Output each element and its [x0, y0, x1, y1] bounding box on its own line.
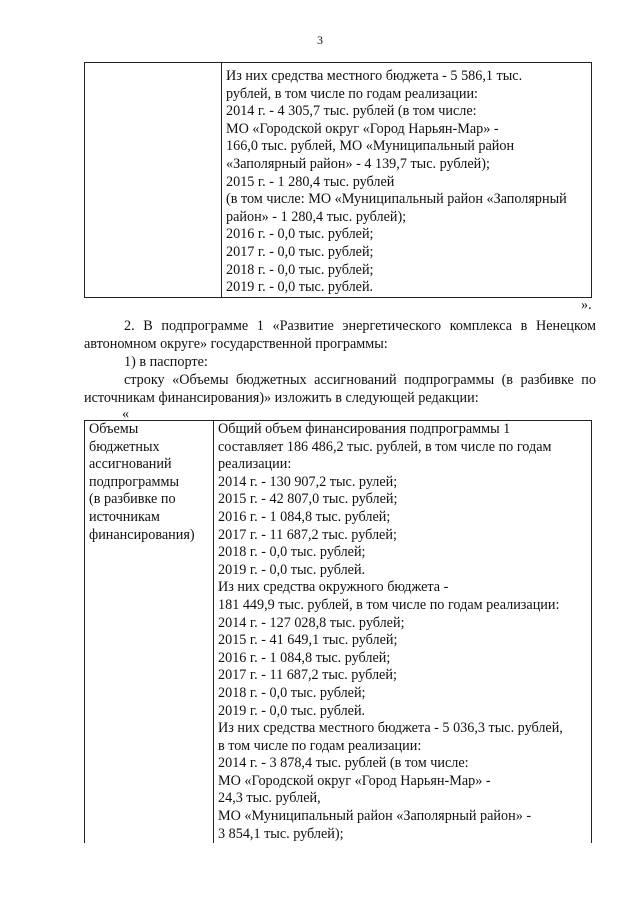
closing-quote: ». [581, 297, 592, 313]
row-label-line: подпрограммы [89, 473, 179, 490]
table-line: район» - 1 280,4 тыс. рублей); [226, 208, 407, 225]
table-line: 2016 г. - 1 084,8 тыс. рублей; [218, 649, 391, 666]
table-line: МО «Городской округ «Город Нарьян-Мар» - [226, 120, 499, 137]
row-replacement-paragraph: строку «Объемы бюджетных ассигнований подпрограммы (в разбивке по источникам финансирования)» изложить в следующей редакции: [84, 372, 596, 406]
table-line: 2017 г. - 0,0 тыс. рублей; [226, 243, 374, 260]
table-line: в том числе по годам реализации: [218, 737, 422, 754]
table-line: 3 854,1 тыс. рублей); [218, 825, 344, 842]
table-line: 166,0 тыс. рублей, МО «Муниципальный район [226, 138, 515, 155]
table-line: Из них средства окружного бюджета - [218, 579, 449, 596]
table-line: 2018 г. - 0,0 тыс. рублей; [218, 684, 366, 701]
table-line: 2018 г. - 0,0 тыс. рублей; [226, 261, 374, 278]
row-label-line: (в разбивке по [89, 491, 176, 508]
table-line: составляет 186 486,2 тыс. рублей, в том числе по годам [218, 438, 552, 455]
local-budget-cell [222, 63, 592, 298]
table-line: Из них средства местного бюджета - 5 586,1 тыс. [226, 68, 523, 84]
table-line: 2019 г. - 0,0 тыс. рублей. [218, 702, 366, 719]
row-label-line: ассигнований [89, 456, 172, 473]
row-label-line: бюджетных [89, 438, 160, 455]
row-label-line: финансирования) [89, 526, 195, 543]
table-line: 2019 г. - 0,0 тыс. рублей. [218, 561, 366, 578]
table-line: 24,3 тыс. рублей, [218, 790, 321, 807]
table-line: 2015 г. - 1 280,4 тыс. рублей [226, 173, 395, 190]
opening-quote: « [122, 406, 130, 422]
table-line: 2014 г. - 130 907,2 тыс. рулей; [218, 473, 398, 490]
table-line: 2019 г. - 0,0 тыс. рублей. [226, 279, 374, 296]
table-line: 2014 г. - 4 305,7 тыс. рублей (в том числе: [226, 103, 477, 120]
table-line: «Заполярный район» - 4 139,7 тыс. рублей); [226, 155, 490, 172]
table-line: 2014 г. - 127 028,8 тыс. рублей; [218, 614, 405, 631]
table-line: МО «Городской округ «Город Нарьян-Мар» - [218, 772, 491, 789]
table-line: 2016 г. - 1 084,8 тыс. рублей; [218, 508, 391, 525]
table-line: 2018 г. - 0,0 тыс. рублей; [218, 544, 366, 561]
table-line: 2015 г. - 41 649,1 тыс. рублей; [218, 632, 398, 649]
table-line: 2017 г. - 11 687,2 тыс. рублей; [218, 667, 397, 684]
table-line: Общий объем финансирования подпрограммы 1 [218, 421, 511, 437]
table-line: МО «Муниципальный район «Заполярный район» - [218, 808, 532, 825]
table-line: (в том числе: МО «Муниципальный район «Заполярный [226, 191, 567, 208]
passport-paragraph: 1) в паспорте: [124, 354, 208, 370]
empty-label-cell [85, 63, 222, 298]
table-line: 2015 г. - 42 807,0 тыс. рублей; [218, 491, 398, 508]
table-line: 2014 г. - 3 878,4 тыс. рублей (в том числе: [218, 755, 469, 772]
table-line: 2016 г. - 0,0 тыс. рублей; [226, 226, 374, 243]
funding-table-continuation [84, 62, 592, 298]
table-line: Из них средства местного бюджета - 5 036,3 тыс. рублей, [218, 720, 563, 737]
table-line: реализации: [218, 456, 292, 473]
funding-table [84, 420, 592, 843]
table-line: 2017 г. - 11 687,2 тыс. рублей; [218, 526, 397, 543]
row-label-line: источникам [89, 508, 160, 525]
row-label-line: Объемы [89, 421, 139, 437]
row-label-cell [85, 421, 214, 844]
table-line: 181 449,9 тыс. рублей, в том числе по годам реализации: [218, 596, 560, 613]
amendment-paragraph: 2. В подпрограмме 1 «Развитие энергетического комплекса в Ненецком автономном округе» государственной программы: [84, 318, 596, 352]
funding-details-cell [214, 421, 592, 844]
page-number: 3 [317, 33, 323, 47]
table-line: рублей, в том числе по годам реализации: [226, 85, 478, 102]
